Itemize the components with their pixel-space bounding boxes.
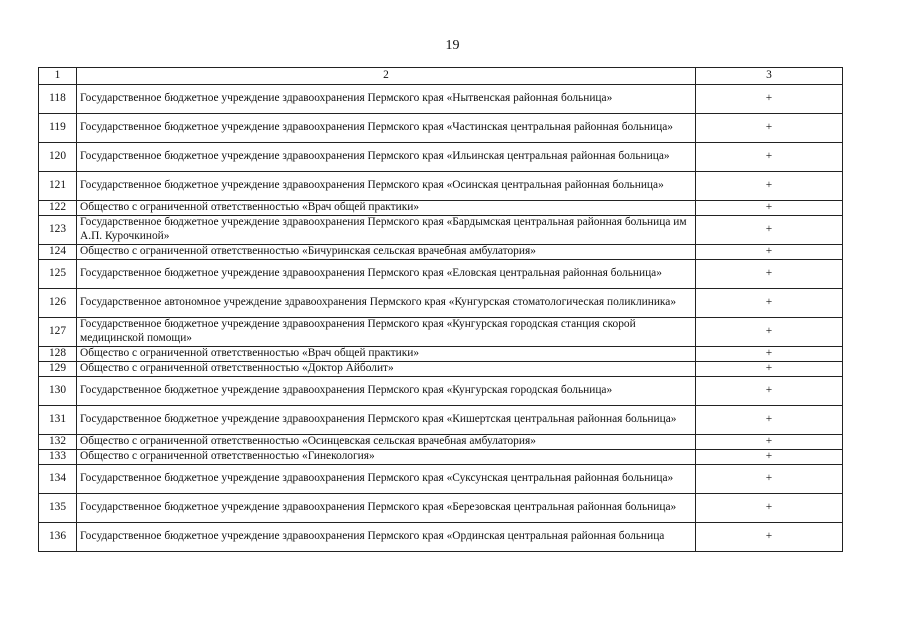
- inclusion-mark: +: [696, 362, 843, 377]
- table-row: [39, 245, 843, 260]
- row-number: 133: [39, 450, 77, 465]
- row-number: 120: [39, 143, 77, 172]
- organization-name: Государственное бюджетное учреждение здравоохранения Пермского края «Суксунская центральная районная больница»: [77, 465, 696, 494]
- table-row: [39, 362, 843, 377]
- row-number: 132: [39, 435, 77, 450]
- table-row: [39, 494, 843, 523]
- inclusion-mark: +: [696, 260, 843, 289]
- inclusion-mark: +: [696, 201, 843, 216]
- inclusion-mark: +: [696, 406, 843, 435]
- row-number: 134: [39, 465, 77, 494]
- table-row: [39, 289, 843, 318]
- table-header-row: [39, 68, 843, 85]
- inclusion-mark: +: [696, 435, 843, 450]
- inclusion-mark: +: [696, 216, 843, 245]
- organization-name: Общество с ограниченной ответственностью «Бичуринская сельская врачебная амбулатория»: [77, 245, 696, 260]
- row-number: 130: [39, 377, 77, 406]
- inclusion-mark: +: [696, 494, 843, 523]
- row-number: 128: [39, 347, 77, 362]
- column-header-2: 2: [77, 68, 696, 85]
- row-number: 121: [39, 172, 77, 201]
- row-number: 123: [39, 216, 77, 245]
- organization-name: Государственное бюджетное учреждение здравоохранения Пермского края «Ординская центральная районная больница: [77, 523, 696, 552]
- inclusion-mark: +: [696, 143, 843, 172]
- row-number: 136: [39, 523, 77, 552]
- organization-name: Государственное бюджетное учреждение здравоохранения Пермского края «Березовская центральная районная больница»: [77, 494, 696, 523]
- inclusion-mark: +: [696, 347, 843, 362]
- table-row: [39, 114, 843, 143]
- organization-name: Общество с ограниченной ответственностью «Осинцевская сельская врачебная амбулатория»: [77, 435, 696, 450]
- organization-name: Общество с ограниченной ответственностью «Врач общей практики»: [77, 201, 696, 216]
- table-row: [39, 172, 843, 201]
- row-number: 118: [39, 85, 77, 114]
- organization-name: Государственное бюджетное учреждение здравоохранения Пермского края «Нытвенская районная больница»: [77, 85, 696, 114]
- table-row: [39, 201, 843, 216]
- table-row: [39, 406, 843, 435]
- table-row: [39, 85, 843, 114]
- organization-name: Государственное бюджетное учреждение здравоохранения Пермского края «Бардымская центральная районная больница им А.П. Курочкиной»: [77, 216, 696, 245]
- page-number: 19: [445, 38, 460, 53]
- table-row: [39, 260, 843, 289]
- organizations-table: [38, 67, 843, 552]
- table-row: [39, 435, 843, 450]
- inclusion-mark: +: [696, 85, 843, 114]
- inclusion-mark: +: [696, 450, 843, 465]
- table-row: [39, 347, 843, 362]
- inclusion-mark: +: [696, 318, 843, 347]
- organization-name: Государственное бюджетное учреждение здравоохранения Пермского края «Частинская центральная районная больница»: [77, 114, 696, 143]
- column-header-1: 1: [39, 68, 77, 85]
- inclusion-mark: +: [696, 465, 843, 494]
- row-number: 127: [39, 318, 77, 347]
- inclusion-mark: +: [696, 245, 843, 260]
- row-number: 125: [39, 260, 77, 289]
- row-number: 135: [39, 494, 77, 523]
- table-row: [39, 143, 843, 172]
- organization-name: Общество с ограниченной ответственностью «Доктор Айболит»: [77, 362, 696, 377]
- table-row: [39, 450, 843, 465]
- organization-name: Государственное бюджетное учреждение здравоохранения Пермского края «Кунгурская городская станция скорой медицинской помощи»: [77, 318, 696, 347]
- row-number: 124: [39, 245, 77, 260]
- table-row: [39, 523, 843, 552]
- row-number: 129: [39, 362, 77, 377]
- row-number: 122: [39, 201, 77, 216]
- organization-name: Государственное бюджетное учреждение здравоохранения Пермского края «Кишертская центральная районная больница»: [77, 406, 696, 435]
- row-number: 119: [39, 114, 77, 143]
- organization-name: Государственное бюджетное учреждение здравоохранения Пермского края «Ильинская центральная районная больница»: [77, 143, 696, 172]
- column-header-3: 3: [696, 68, 843, 85]
- row-number: 126: [39, 289, 77, 318]
- organization-name: Общество с ограниченной ответственностью «Врач общей практики»: [77, 347, 696, 362]
- inclusion-mark: +: [696, 377, 843, 406]
- inclusion-mark: +: [696, 114, 843, 143]
- organization-name: Государственное бюджетное учреждение здравоохранения Пермского края «Осинская центральная районная больница»: [77, 172, 696, 201]
- table-row: [39, 216, 843, 245]
- inclusion-mark: +: [696, 172, 843, 201]
- organization-name: Государственное бюджетное учреждение здравоохранения Пермского края «Еловская центральная районная больница»: [77, 260, 696, 289]
- table-row: [39, 465, 843, 494]
- organization-name: Государственное автономное учреждение здравоохранения Пермского края «Кунгурская стоматологическая поликлиника»: [77, 289, 696, 318]
- organization-name: Общество с ограниченной ответственностью «Гинекология»: [77, 450, 696, 465]
- table-row: [39, 318, 843, 347]
- row-number: 131: [39, 406, 77, 435]
- organization-name: Государственное бюджетное учреждение здравоохранения Пермского края «Кунгурская городская больница»: [77, 377, 696, 406]
- inclusion-mark: +: [696, 289, 843, 318]
- table-row: [39, 377, 843, 406]
- inclusion-mark: +: [696, 523, 843, 552]
